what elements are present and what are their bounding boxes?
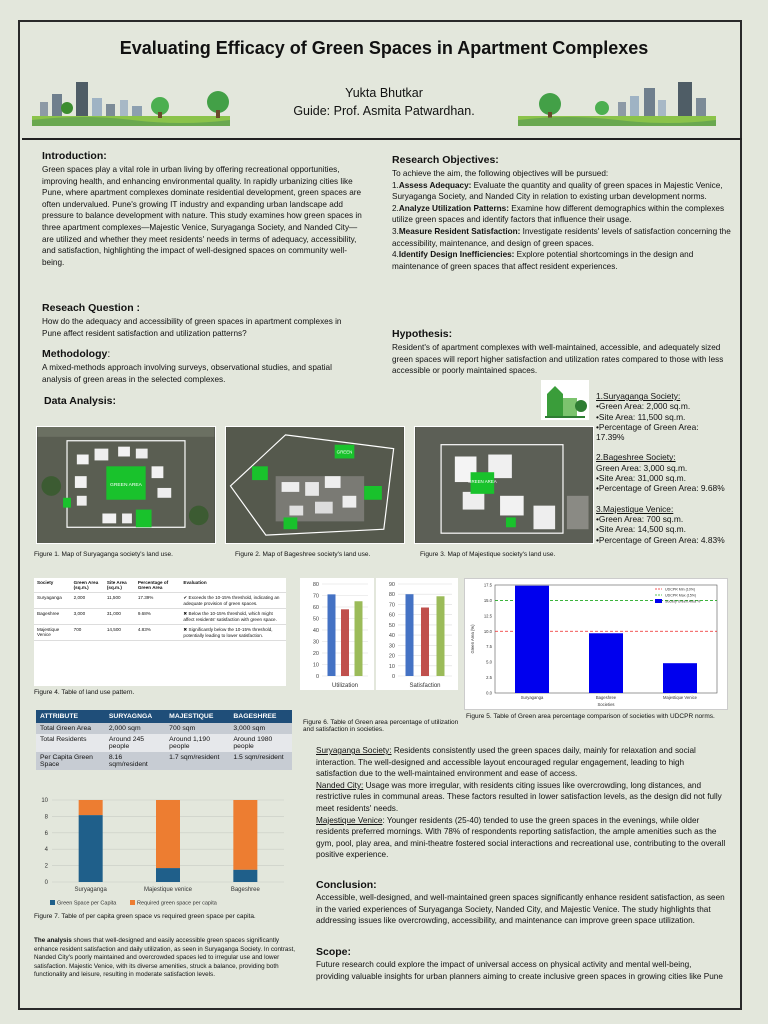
utilization-chart-tick-label: 80	[312, 582, 319, 588]
objective-item	[392, 249, 736, 272]
udcpr-legend-label: UDCPR Max (15%)	[665, 593, 697, 598]
satisfaction-chart-tick-label: 10	[388, 663, 395, 670]
map-label-1: GREEN AREA	[110, 482, 142, 488]
utilization-chart-panel	[300, 578, 374, 690]
satisfaction-chart-tick-label: 40	[388, 633, 395, 640]
hypothesis-heading: Hypothesis:	[392, 328, 453, 340]
society-stat: Green Area: 3,000 sq.m.	[596, 462, 688, 473]
society-title: 1.Suryaganga Society:	[596, 391, 681, 401]
land-use-header: Percentage of Green Area	[135, 578, 181, 593]
city-banner-left	[32, 80, 230, 126]
utilization-chart-bar	[355, 601, 363, 676]
utilization-chart-tick-label: 30	[312, 639, 319, 646]
per-capita-legend-label: Green Space per Capita	[57, 900, 117, 907]
finding-paragraph	[316, 815, 726, 861]
land-use-header: Green Area (sq.m.)	[71, 578, 104, 593]
map-majestique	[414, 426, 594, 544]
table-cell: 700 sqm	[165, 723, 229, 734]
table-cell: Suryaganga	[34, 593, 71, 609]
hypothesis-body: Resident's of apartment complexes with well-maintained, accessible, and adequately sized green spaces will report higher satisfaction and utilization rates compared to those with less accessible or poorly maintained spaces.	[392, 343, 724, 376]
udcpr-legend-label: UDCPR Min (10%)	[665, 587, 696, 592]
utilization-chart-xlabel: Utilization	[331, 683, 359, 689]
table-cell: 1.5 sqm/resident	[229, 752, 292, 770]
per-capita-legend-swatch	[130, 900, 135, 905]
table-cell: Around 1980 people	[229, 734, 292, 752]
conclusion-section	[316, 879, 726, 927]
per-capita-tick-label: 2	[44, 863, 48, 870]
udcpr-tick-label: 15.0	[483, 597, 492, 603]
intro-body: Green spaces play a vital role in urban living by offering recreational opportunities, improving health, and enhancing environmental quality. In rapidly urbanizing cities like Pune, where apartment complexes dominate residential development, green spaces are often undervalued. Pune's growing IT industry and expanding urban landscape add pressure to balance development with nature. This study examines how green spaces in three apartment complexes—Majestic Venice, Suryaganga Society, and Nanded City—are utilized and whether they meet residents' needs in terms of adequacy, accessibility, and satisfaction, highlighting the impact of well-designed spaces on community well-being.	[42, 165, 362, 267]
satisfaction-chart-panel	[376, 578, 458, 690]
society-info	[596, 452, 728, 493]
utilization-chart-tick-label: 50	[312, 616, 319, 623]
per-capita-bar-segment	[79, 815, 103, 882]
map-bageshree	[225, 426, 405, 544]
finding-paragraph	[316, 780, 726, 815]
table-cell: 11,500	[104, 593, 135, 609]
society-stat: •Green Area: 700 sq.m.	[596, 513, 684, 524]
objective-text: Examine how different demographics within the complexes utilize green spaces and identify factors that influence their usage.	[392, 203, 725, 225]
objective-title: Assess Adequacy:	[398, 180, 472, 190]
society-stat: •Site Area: 31,000 sq.m.	[596, 473, 686, 484]
table-cell: 3,000 sqm	[229, 723, 292, 734]
table-cell: 17.39%	[135, 593, 181, 609]
table-cell: 31,000	[104, 609, 135, 625]
per-capita-tick-label: 8	[44, 814, 48, 821]
per-capita-category-label: Bageshree	[230, 887, 260, 893]
per-capita-header: ATTRIBUTE	[36, 710, 105, 723]
per-capita-header: BAGESHREE	[229, 710, 292, 723]
analysis-note-text: shows that well-designed and easily accessible green spaces significantly enhance resident satisfaction and daily utilization, as seen in Suryaganga Society. In contrast, Nanded City's poorly maintained and overcrowded spaces led to irregular use and lower satisfaction. Majestic Venice, with its diverse amenities, struck a balance, providing both functionality and leisure, resulting in moderate satisfaction levels.	[34, 937, 296, 979]
research-question-section	[42, 302, 362, 339]
objective-title: Measure Resident Satisfaction:	[398, 226, 521, 236]
per-capita-table	[36, 710, 292, 770]
satisfaction-chart-tick-label: 30	[388, 643, 395, 650]
satisfaction-chart-xlabel: Satisfaction	[409, 683, 441, 689]
table-cell: ✖ Significantly below the 10-15% threshold, potentially leading to lower satisfaction.	[180, 625, 286, 641]
table-cell: 2,000	[71, 593, 104, 609]
objective-number: 2.	[392, 203, 399, 213]
objective-title: Analyze Utilization Patterns:	[398, 203, 509, 213]
objective-number: 4.	[392, 250, 399, 260]
satisfaction-chart-tick-label: 0	[391, 674, 395, 680]
table-cell: ✖ Below the 10-15% threshold, which might affect residents' satisfaction with green space.	[180, 609, 286, 625]
table-cell: Around 1,190 people	[165, 734, 229, 752]
utilization-chart-tick-label: 70	[312, 593, 319, 600]
utilization-chart-tick-label: 20	[312, 651, 319, 657]
satisfaction-chart-tick-label: 60	[388, 612, 395, 619]
per-capita-tick-label: 4	[44, 847, 48, 854]
udcpr-category-label: Suryaganga	[520, 695, 544, 700]
per-capita-category-label: Majestique venice	[143, 887, 193, 893]
per-capita-tick-label: 6	[44, 830, 48, 837]
table-row	[34, 625, 286, 641]
research-question-heading: Reseach Question :	[42, 302, 141, 314]
satisfaction-chart-bar	[406, 594, 414, 676]
table-cell: 2,000 sqm	[105, 723, 165, 734]
objective-item	[392, 203, 736, 226]
utilization-chart-tick-label: 10	[312, 662, 319, 669]
table-cell: Around 245 people	[105, 734, 165, 752]
figure-6-caption: Figure 6. Table of Green area percentage of utilization and satisfaction in societies.	[303, 719, 459, 733]
per-capita-category-label: Suryaganga	[74, 887, 107, 893]
intro-section	[42, 150, 362, 268]
research-question-body: How do the adequacy and accessibility of green spaces in apartment complexes in Pune affect resident satisfaction and utilization patterns?	[42, 317, 342, 338]
utilization-chart-tick-label: 60	[312, 605, 319, 611]
city-banner-right	[518, 80, 716, 126]
udcpr-category-label: Bageshree	[595, 695, 617, 700]
intro-heading: Introduction:	[42, 150, 107, 162]
table-cell: Total Green Area	[36, 723, 105, 734]
finding-text: : Younger residents (25-40) tended to use the green spaces in the evenings, while older residents preferred mornings. With 78% of respondents reporting satisfaction, the ample amenities such as the gym, pool, play area, and mini-theatre fostered social interactions and recreational use, contributing to the overall positive experience.	[316, 815, 726, 860]
utilization-chart-tick-label: 0	[315, 674, 319, 680]
per-capita-chart	[34, 792, 294, 910]
udcpr-bar	[515, 586, 549, 693]
utilization-chart-bar	[341, 609, 349, 676]
udcpr-xlabel: Societies	[597, 702, 615, 707]
udcpr-chart-panel	[464, 578, 728, 710]
per-capita-table-panel	[36, 710, 292, 770]
table-row	[36, 723, 292, 734]
analysis-note-bold: The analysis	[34, 937, 72, 944]
per-capita-header: MAJESTIQUE	[165, 710, 229, 723]
per-capita-legend-label: Required green space per capita	[137, 900, 217, 907]
finding-paragraph	[316, 745, 726, 780]
utilization-chart	[300, 578, 374, 690]
objective-item	[392, 180, 736, 203]
satisfaction-chart-tick-label: 90	[388, 582, 395, 588]
udcpr-tick-label: 2.5	[486, 675, 492, 681]
table-cell: 700	[71, 625, 104, 641]
satisfaction-chart-tick-label: 50	[388, 622, 395, 629]
figure-1-caption: Figure 1. Map of Suryaganga society's land use.	[34, 551, 173, 558]
satisfaction-chart-bar	[421, 608, 429, 676]
table-cell: Bageshree	[34, 609, 71, 625]
per-capita-bar-segment	[156, 868, 180, 882]
society-stat: •Percentage of Green Area: 4.83%	[596, 534, 725, 545]
per-capita-tick-label: 0	[44, 880, 48, 886]
author-name: Yukta Bhutkar	[345, 86, 423, 100]
society-info	[596, 504, 728, 545]
udcpr-tick-label: 0.0	[486, 690, 492, 696]
figure-2-caption: Figure 2. Map of Bageshree society's land use.	[235, 551, 371, 558]
udcpr-tick-label: 10.0	[483, 628, 492, 634]
finding-text: Usage was more irregular, with residents citing issues like overcrowding, long distances, and restrictive rules in communal areas. These factors resulted in lower satisfaction levels, as the design did not fully meet residents' needs.	[316, 780, 722, 813]
satisfaction-chart-bar	[437, 596, 445, 676]
utilization-chart-bar	[328, 594, 336, 676]
table-cell: ✔ Exceeds the 10-15% threshold, indicating an adequate provision of green spaces.	[180, 593, 286, 609]
table-cell: 3,000	[71, 609, 104, 625]
per-capita-bar-segment	[79, 800, 103, 815]
table-row	[34, 593, 286, 609]
objective-number: 1.	[392, 180, 399, 190]
figure-4-caption: Figure 4. Table of land use pattern.	[34, 689, 135, 696]
conclusion-body: Accessible, well-designed, and well-maintained green spaces significantly enhance resident satisfaction, as seen in the varied experiences of Suryaganga Society, Nanded City, and Majestic Venice. The study highlights that addressing issues like overcrowding, accessibility, and maintenance can improve green space utilization.	[316, 893, 725, 926]
analysis-note	[34, 937, 298, 980]
udcpr-legend-swatch	[655, 599, 662, 603]
society-stat: •Percentage of Green Area: 17.39%	[596, 421, 699, 443]
table-row	[36, 752, 292, 770]
objective-text: Evaluate the quantity and quality of green spaces in Majestic Venice, Suryaganga Society, and Nanded City in relation to existing urban development norms.	[392, 180, 723, 202]
green-building-icon	[541, 380, 589, 420]
figure-3-caption: Figure 3. Map of Majestique society's land use.	[420, 551, 556, 558]
scope-heading: Scope:	[316, 946, 352, 958]
society-info	[596, 391, 728, 442]
methodology-body: A mixed-methods approach involving surveys, observational studies, and spatial analysis of green areas in the selected complexes.	[42, 363, 332, 384]
table-cell: Per Capita Green Space	[36, 752, 105, 770]
finding-society: Suryaganga Society:	[316, 746, 392, 755]
utilization-chart-tick-label: 40	[312, 628, 319, 634]
land-use-table-panel	[34, 578, 286, 686]
society-title: 3.Majestique Venice:	[596, 503, 674, 514]
land-use-header: Evaluation	[180, 578, 286, 593]
objectives-intro: To achieve the aim, the following objectives will be pursued:	[392, 169, 609, 178]
table-cell: 9.68%	[135, 609, 181, 625]
findings-section	[316, 745, 726, 861]
udcpr-bar	[663, 663, 697, 693]
table-cell: Total Residents	[36, 734, 105, 752]
conclusion-heading: Conclusion:	[316, 879, 377, 891]
society-stat: •Green Area: 2,000 sq.m.	[596, 401, 691, 412]
satisfaction-chart-tick-label: 80	[388, 592, 395, 599]
scope-section	[316, 946, 726, 982]
guide-name: Guide: Prof. Asmita Patwardhan.	[293, 104, 475, 118]
hypothesis-section	[392, 328, 736, 377]
societies-list	[596, 391, 728, 545]
table-cell: 8.16 sqm/resident	[105, 752, 165, 770]
udcpr-ylabel: Green Area (%)	[470, 624, 475, 654]
table-cell: Majestique Venice	[34, 625, 71, 641]
table-cell: 14,500	[104, 625, 135, 641]
udcpr-chart	[465, 579, 727, 709]
poster-title: Evaluating Efficacy of Green Spaces in Apartment Complexes	[119, 38, 649, 58]
land-use-header: Society	[34, 578, 71, 593]
table-cell: 1.7 sqm/resident	[165, 752, 229, 770]
society-stat: •Site Area: 11,500 sq.m.	[596, 411, 686, 422]
objective-number: 3.	[392, 226, 399, 236]
finding-text: Residents consistently used the green spaces daily, mainly for relaxation and social interaction. The well-designed and accessible layout encouraged regular engagement, leading to high satisfaction due to the well-maintained environment and ease of access.	[316, 746, 696, 779]
map-label-2: GREEN	[336, 449, 353, 455]
satisfaction-chart-tick-label: 70	[388, 602, 395, 609]
satisfaction-chart-tick-label: 20	[388, 653, 395, 660]
udcpr-category-label: Majestique Venice	[663, 695, 697, 700]
satisfaction-chart	[376, 578, 458, 690]
figure-7-caption: Figure 7. Table of per capita green space vs required green space per capita.	[34, 913, 256, 920]
land-use-table	[34, 578, 286, 641]
society-title: 2.Bageshree Society:	[596, 452, 676, 463]
society-stat: •Percentage of Green Area: 9.68%	[596, 483, 725, 494]
per-capita-bar-segment	[156, 800, 180, 868]
table-row	[36, 734, 292, 752]
objective-text: Investigate residents' levels of satisfaction concerning the accessibility, maintenance, and design of green spaces.	[392, 226, 731, 248]
data-analysis-heading: Data Analysis:	[44, 395, 116, 407]
map-label-3: GREEN AREA	[468, 479, 497, 485]
objectives-list	[392, 180, 736, 273]
figure-5-caption: Figure 5. Table of Green area percentage comparison of societies with UDCPR norms.	[466, 713, 715, 720]
per-capita-bar-segment	[233, 800, 257, 870]
finding-society: Majestique Venice	[316, 815, 383, 825]
objectives-section	[392, 154, 736, 272]
udcpr-tick-label: 7.5	[486, 644, 492, 650]
per-capita-chart-panel	[34, 792, 294, 910]
finding-society: Nanded City:	[316, 780, 364, 790]
society-stat: •Site Area: 14,500 sq.m.	[596, 524, 686, 535]
scope-body: Future research could explore the impact of universal access on physical activity and mental well-being, providing valuable insights for urban planners aiming to create inclusive green spaces in growing cities like Pune	[316, 960, 723, 981]
methodology-section	[42, 348, 362, 385]
per-capita-tick-label: 10	[41, 798, 48, 804]
objectives-heading: Research Objectives:	[392, 154, 499, 166]
per-capita-header: SURYAGNGA	[105, 710, 165, 723]
objective-title: Identify Design Inefficiencies:	[398, 250, 515, 260]
per-capita-bar-segment	[233, 870, 257, 882]
udcpr-tick-label: 5.0	[486, 659, 492, 665]
objective-item	[392, 226, 736, 249]
methodology-colon: :	[107, 348, 111, 360]
table-row	[34, 609, 286, 625]
udcpr-bar	[589, 633, 623, 693]
udcpr-tick-label: 17.5	[483, 582, 492, 588]
objective-text: Explore potential shortcomings in the design and maintenance of green spaces that affect resident experiences.	[392, 250, 694, 271]
header-divider	[22, 138, 742, 140]
data-analysis-heading-wrap	[44, 395, 116, 407]
map-suryaganga	[36, 426, 216, 544]
methodology-heading: Methodology	[42, 348, 108, 360]
land-use-header: Site Area (sq.m.)	[104, 578, 135, 593]
udcpr-legend-label: Society Green Area %	[665, 599, 701, 604]
udcpr-tick-label: 12.5	[483, 613, 492, 619]
per-capita-legend-swatch	[50, 900, 55, 905]
table-cell: 4.83%	[135, 625, 181, 641]
